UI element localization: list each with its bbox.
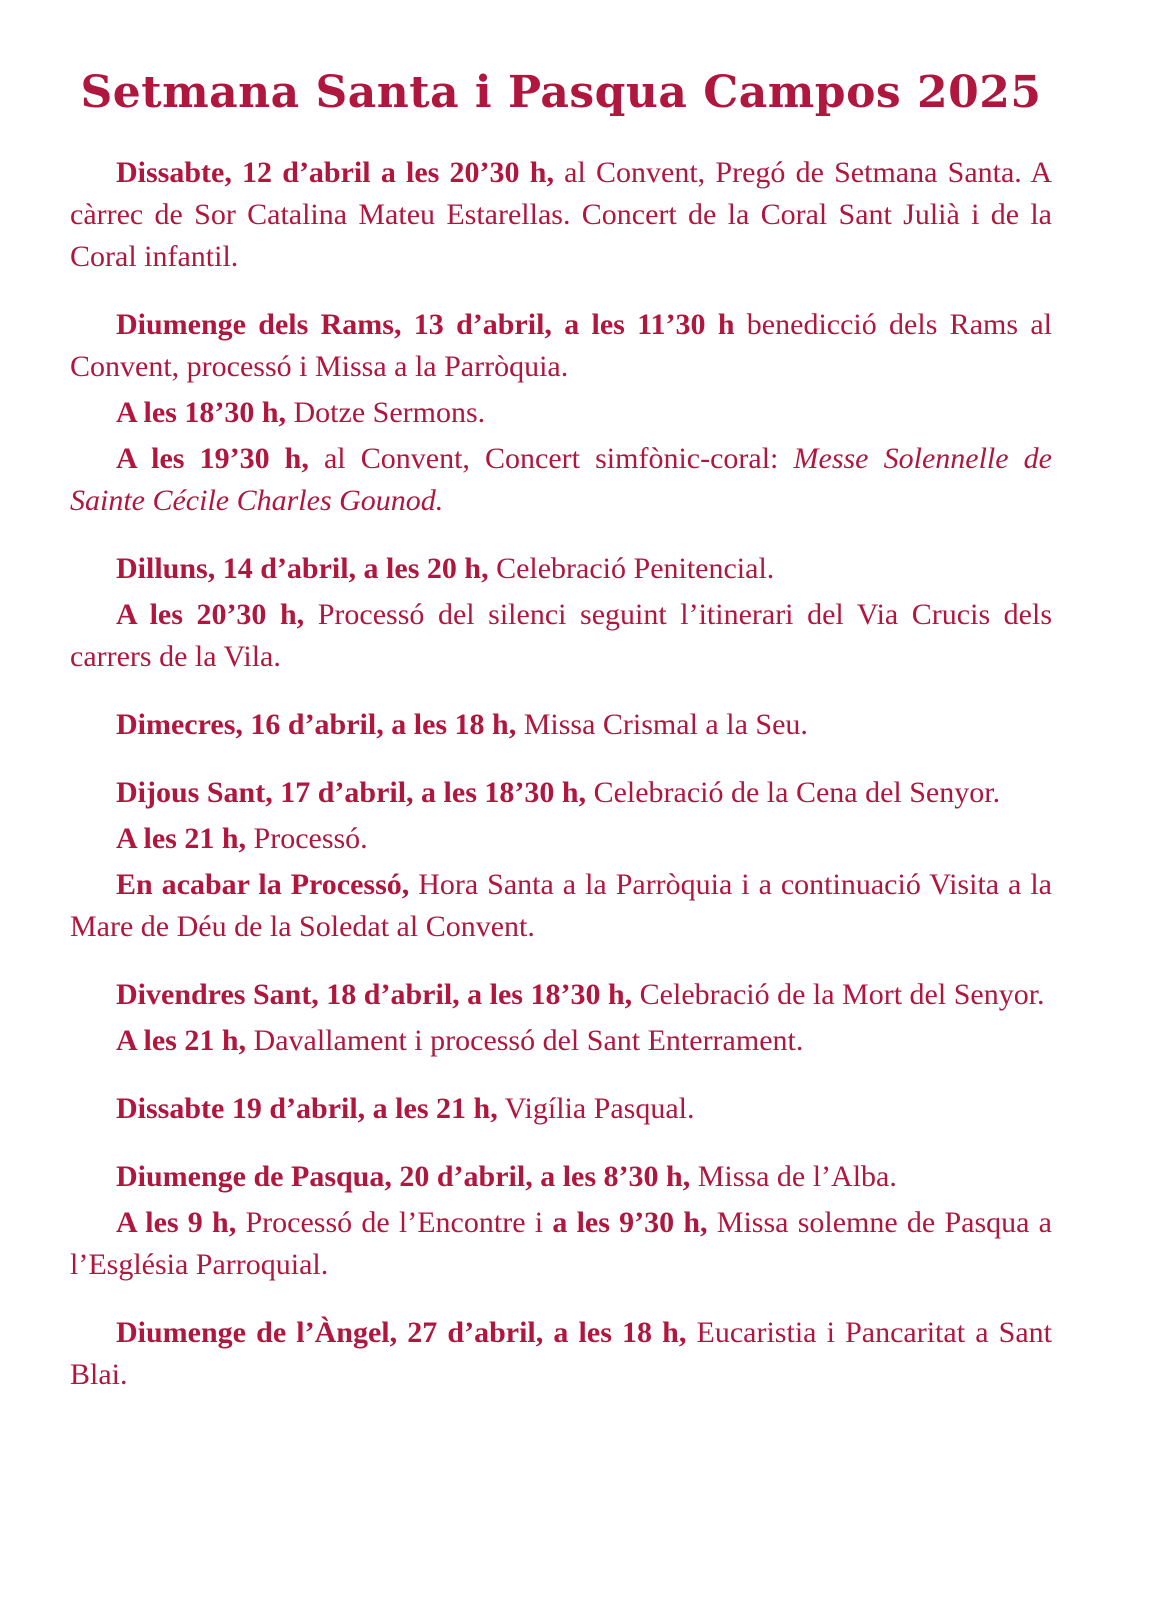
entry-time: A les 9 h, (116, 1206, 237, 1239)
section-wednesday-16 (70, 704, 1052, 746)
entry-text: al Convent, Concert simfònic-coral: (308, 442, 794, 475)
entry-text: Processó de l’Encontre i (236, 1206, 553, 1239)
entry (70, 1312, 1052, 1396)
entry-text: Missa de l’Alba. (690, 1160, 897, 1193)
page-title: Setmana Santa i Pasqua Campos 2025 (80, 67, 1042, 118)
entry (70, 548, 1052, 590)
entry-text: Dotze Sermons. (286, 396, 486, 429)
entry (70, 1088, 1052, 1130)
entry (70, 594, 1052, 678)
entry-text: Hora Santa a la Parròquia i a continuació Visita a la Mare de Déu de la Soledat al Convent. (70, 868, 1052, 943)
entry-date: Dimecres, 16 d’abril, a les 18 h, (116, 708, 517, 741)
section-holy-thursday (70, 772, 1052, 948)
entry-text: Processó del silenci seguint l’itinerari del Via Crucis dels carrers de la Vila. (70, 598, 1053, 673)
entry-text: Processó. (246, 822, 368, 855)
entry (70, 1202, 1052, 1286)
entry-time: A les 21 h, (116, 1024, 247, 1057)
entry-time: A les 21 h, (116, 822, 247, 855)
entry (70, 438, 1052, 522)
entry (70, 152, 1052, 278)
entry-text: Celebració de la Cena del Senyor. (586, 776, 1001, 809)
section-monday-14 (70, 548, 1052, 678)
entry-date: Diumenge de l’Àngel, 27 d’abril, a les 18 h, (116, 1316, 687, 1349)
entry-text: Eucaristia i Pancaritat a Sant Blai. (70, 1316, 1052, 1391)
entry-text: benedicció dels Rams al Convent, processó i Missa a la Parròquia. (70, 308, 1052, 383)
entry (70, 818, 1052, 860)
entry-date: Divendres Sant, 18 d’abril, a les 18’30 h, (116, 978, 633, 1011)
entry-time: A les 20’30 h, (116, 598, 305, 631)
entry (70, 772, 1052, 814)
entry (70, 392, 1052, 434)
entry-date: Dissabte, 12 d’abril a les 20’30 h, (116, 156, 554, 189)
entry-text: Celebració Penitencial. (488, 552, 775, 585)
section-good-friday (70, 974, 1052, 1062)
entry-date: Diumenge dels Rams, 13 d’abril, a les 11’30 h (116, 308, 735, 341)
section-easter-sunday (70, 1156, 1052, 1286)
program-page (70, 62, 1052, 1422)
entry-time-secondary: a les 9’30 h, (552, 1206, 708, 1239)
entry-work-title: Messe Solennelle de Sainte Cécile Charles Gounod. (70, 442, 1052, 517)
section-saturday-12 (70, 152, 1052, 278)
entry (70, 974, 1052, 1016)
entry-time: A les 18’30 h, (116, 396, 287, 429)
entry-date: Dissabte 19 d’abril, a les 21 h, (116, 1092, 498, 1125)
entry (70, 864, 1052, 948)
entry (70, 1156, 1052, 1198)
section-angel-sunday (70, 1312, 1052, 1396)
entry-date: Dijous Sant, 17 d’abril, a les 18’30 h, (116, 776, 587, 809)
entry-text: Celebració de la Mort del Senyor. (632, 978, 1045, 1011)
entry-text: Vigília Pasqual. (497, 1092, 695, 1125)
entry (70, 704, 1052, 746)
entry (70, 1020, 1052, 1062)
entry-time: En acabar la Processó, (116, 868, 410, 901)
entry (70, 304, 1052, 388)
entry-text: al Convent, Pregó de Setmana Santa. A càrrec de Sor Catalina Mateu Estarellas. Concert de la Coral Sant Julià i de la Coral infantil. (70, 156, 1053, 273)
section-holy-saturday (70, 1088, 1052, 1130)
entry-date: Dilluns, 14 d’abril, a les 20 h, (116, 552, 489, 585)
entry-text: Missa Crismal a la Seu. (516, 708, 808, 741)
entry-text: Davallament i processó del Sant Enterrament. (246, 1024, 804, 1057)
section-palm-sunday (70, 304, 1052, 522)
entry-text-secondary: Missa solemne de Pasqua a l’Església Parroquial. (70, 1206, 1052, 1281)
entry-date: Diumenge de Pasqua, 20 d’abril, a les 8’30 h, (116, 1160, 691, 1193)
entry-time: A les 19’30 h, (116, 442, 309, 475)
